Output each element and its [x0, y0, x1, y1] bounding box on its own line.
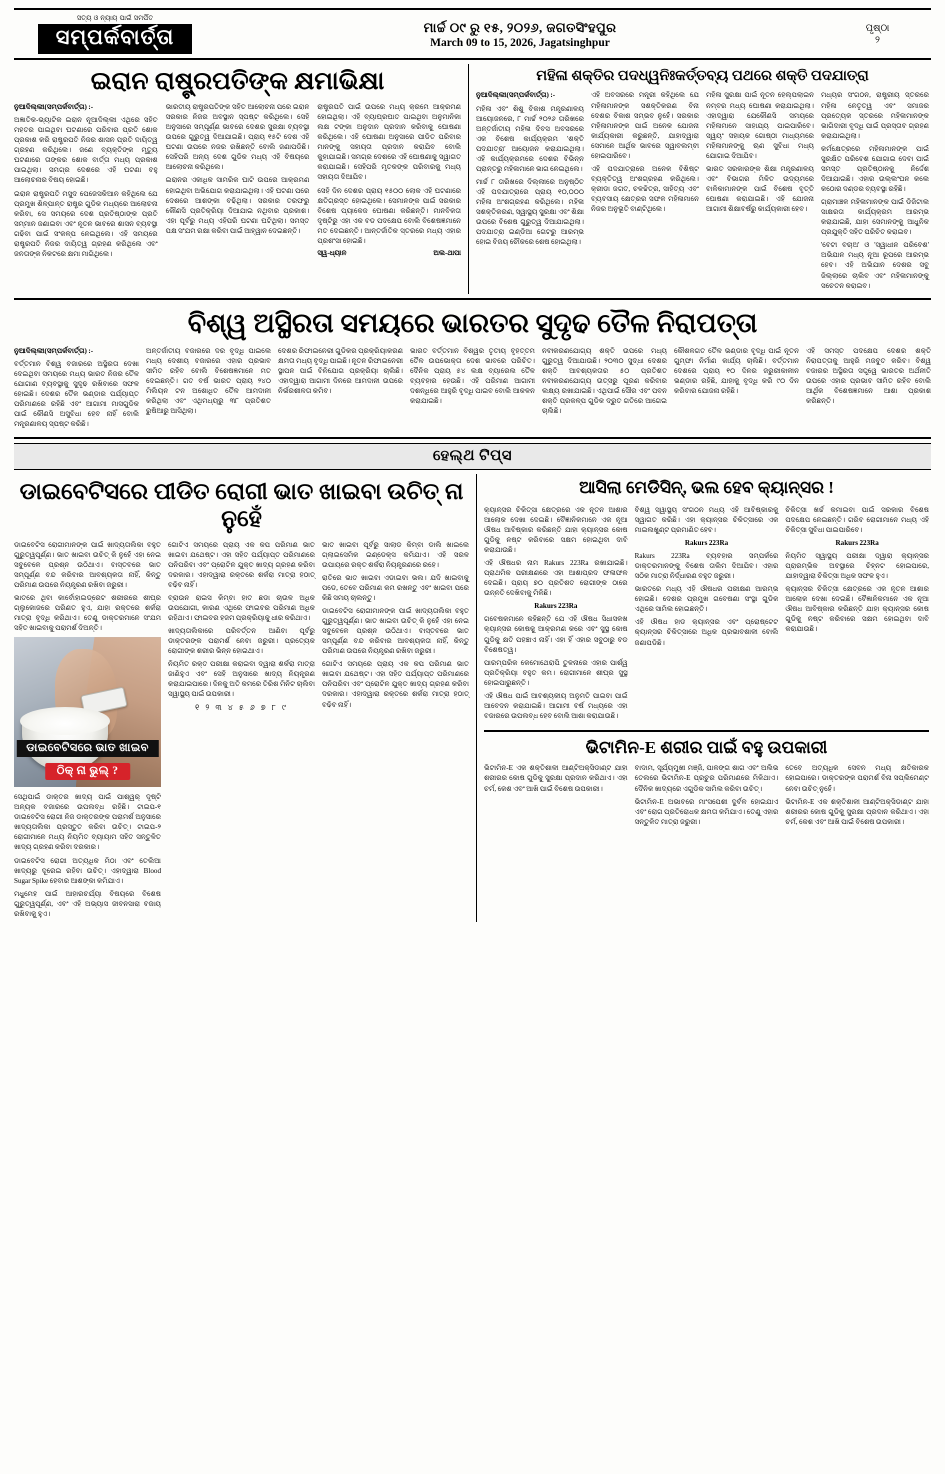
- masthead-date-english: March 09 to 15, 2026, Jagatsinghpur: [430, 37, 610, 50]
- article-diabetes-para-7: ସେଥିପାଇଁ ଡାକ୍ତର ଖାଦ୍ୟ ପାଇଁ ପାଶ୍ୱର୍ ଦୃଷ୍ଟି ଅନ୍ୟକ ବଜାରରେ ଉପଲବ୍ଧ ରହିଛି। ଟାଇପ-୧ ଡାଇବେଟିସ ରୋଗୀ ନିଜ ଡାକ୍ତରଙ୍କ ପରାମର୍ଶ ଅନୁସାରେ ଖାଦ୍ୟତାଲିକା ପ୍ରସ୍ତୁତ କରିବା ଉଚିତ୍। ଟାଇପ-୨ ରୋଗୀମାନେ ମଧ୍ୟ ନିୟମିତ ବ୍ୟାୟାମ ସହିତ ସନ୍ତୁଳିତ ଖାଦ୍ୟ ଗ୍ରହଣ କରିବା ଦରକାର।: [14, 793, 161, 852]
- article-vitamin-para-3: ଭିଟାମିନ-E ଅଭାବରେ ମାଂସପେଶୀ ଦୁର୍ବଳ ହୋଇଯାଏ ଏବଂ ରୋଗ ପ୍ରତିରୋଧକ କ୍ଷମତା କମିଯାଏ। ତେଣୁ ଏହାର ସନ୍ତୁଳିତ ମାତ୍ରା ଜରୁରୀ।: [634, 797, 779, 826]
- photo-caption-highlight: ଠିକ୍ ନା ଭୁଲ୍ ?: [45, 763, 131, 780]
- article-vitamin-para-1: ଭିଟାମିନ-E ଏକ ଶକ୍ତିଶାଳୀ ଆଣ୍ଟିଅକ୍ସିଡାଣ୍ଟ ଯାହା ଶରୀରର କୋଷ ଗୁଡିକୁ ସୁରକ୍ଷା ପ୍ରଦାନ କରିଥାଏ। ଏହା ଚର୍ମ, କେଶ ଏବଂ ଆଖି ପାଇଁ ବିଶେଷ ଉପକାରୀ।: [484, 764, 628, 793]
- article-iran-col-1: [14, 102, 158, 262]
- article-mahila-para-9: ଗ୍ରାମାଞ୍ଚଳ ମହିଳାମାନଙ୍କ ପାଇଁ ଡିଜିଟାଲ ସାକ୍ଷରତା କାର୍ଯ୍ୟକ୍ରମ ଆରମ୍ଭ କରାଯାଇଛି, ଯାହା ସେମାନଙ୍କୁ ଆଧୁନିକ ପ୍ରଯୁକ୍ତି ସହିତ ପରିଚିତ କରାଇବ।: [821, 198, 929, 237]
- article-medicine-para-11: ନିୟମିତ ସ୍ୱାସ୍ଥ୍ୟ ପରୀକ୍ଷା ଦ୍ୱାରା କ୍ୟାନ୍ସର ପ୍ରାରମ୍ଭିକ ଅବସ୍ଥାରେ ଚିହ୍ନଟ ହୋଇପାରେ, ଯାହାଦ୍ୱାରା ଚିକିତ୍ସା ଅଧିକ ସଫଳ ହୁଏ।: [785, 552, 930, 581]
- article-mahila-para-7: ମଧ୍ୟର ସଂଗଠନ, ରାଷ୍ଟ୍ରୀୟ ସ୍ତରରେ ମହିଳା ନେତୃତ୍ୱ ଏବଂ ସମାଜର ପ୍ରତ୍ୟେକ ସ୍ତରରେ ମହିଳାମାନଙ୍କ ଭାଗିଦାରୀ ବୃଦ୍ଧି ପାଇଁ ପ୍ରସ୍ତାବ ଗ୍ରହଣ କରାଯାଇଥିଲା।: [821, 91, 929, 140]
- article-mahila-headline: ମହିଳା ଶକ୍ତିର ପଦଧ୍ୱନିଃକର୍ତ୍ତବ୍ୟ ପଥରେ ଶକ୍ତି ପଦଯାତ୍ରା: [536, 68, 869, 85]
- article-mahila-col-3: [706, 90, 814, 293]
- article-mahila-para-1: ମହିଳା ଏବଂ ଶିଶୁ ବିକାଶ ମନ୍ତ୍ରଣାଳୟ ଆୟୋଜନରେ, ୮ ମାର୍ଚ୍ଚ ୨୦୨୬ ତାରିଖରେ ଅନ୍ତର୍ଜାତୀୟ ମହିଳା ଦିବସ ଅବସରରେ ଏକ ବିଶେଷ କାର୍ଯ୍ୟକ୍ରମ 'ଶକ୍ତି ପଦଯାତ୍ରା' ଆୟୋଜନ କରାଯାଇଥିଲା। ଏହି କାର୍ଯ୍ୟକ୍ରମରେ ଦେଶର ବିଭିନ୍ନ ପ୍ରାନ୍ତରୁ ମହିଳାମାନେ ଭାଗ ନେଇଥିଲେ।: [476, 104, 584, 173]
- article-iran-para-5: ରାଷ୍ଟ୍ରପତି ପାଇଁ ଉପରେ ମଧ୍ୟ କ୍ରମେ ଆକ୍ରମଣ ହୋଇଥିଲା। ଏହି ବ୍ୟାଘ୍ରଘାତ ପାଇଥିବା ଅନୁମାନିକା ଲକ୍ଷ ଟଙ୍କା ଅନୁଦାନ ପ୍ରଦାନ କରିବାକୁ ଘୋଷଣା କରିଥିଲେ। ଏହି ଘୋଷଣା ଅନୁସାରେ ପୀଡିତ ପରିବାର ମାନଙ୍କୁ ସହାୟତା ପ୍ରଦାନ କରାଯିବ ବୋଲି କୁହାଯାଇଛି। ସମଗ୍ର ଦେଶରେ ଏହି ଘୋଷଣାକୁ ସ୍ୱାଗତ କରାଯାଇଛି। ସେହିପରି ମୃତକଙ୍କ ପରିବାରକୁ ମଧ୍ୟ ସହାୟତା ଦିଆଯିବ।: [317, 103, 462, 182]
- article-iran-para-2: ଇରାନ ରାଷ୍ଟ୍ରପତି ମସୁଦ ପେଜେସକିଆନ କହିଥିଲେ ଯେ ପ୍ରମୁଖ ଶିଳ୍ପାନ୍ତ ରାଷ୍ଟ୍ର ଗୁଡିକ ମଧ୍ୟରେ ଆଲୋଚନା କରିବା, ସେ ସମୟରେ ଦେଶ ପ୍ରତିଷ୍ଠାଙ୍କ ପ୍ରତି ସମ୍ମାନ ଜଣାଇବା ଏବଂ ନୂତନ ଭାବରେ ଶାସନ ବ୍ୟବସ୍ଥା ଗଢିବା ପାଇଁ ସଂକଳ୍ପ ନେଇଥିଲେ। ଏହି ସମୟରେ ରାଷ୍ଟ୍ରପତି ନିଜର ଦାୟିତ୍ୱ ଗ୍ରହଣ କରିଥିଲେ ଏବଂ ଜନତାଙ୍କ ନିକଟରେ କ୍ଷମା ମାଗିଥିଲେ।: [14, 189, 158, 258]
- article-oil-para-2: ଅନ୍ତର୍ଜାତୀୟ ବଜାରରେ ଦର ବୃଦ୍ଧି ପାଇଲେ ମଧ୍ୟ ଦେଶୀୟ ବଜାରରେ ଏହାର ପ୍ରଭାବ ସୀମିତ ରହିବ ବୋଲି ବିଶେଷଜ୍ଞମାନେ ମତ ଦେଇଛନ୍ତି। ଗତ ବର୍ଷ ଭାରତ ପ୍ରାୟ ୨୪୦ ମିଲିୟନ ଟନ ଅଶୋଧିତ ତୈଳ ଆମଦାନୀ କରିଥିଲା ଏବଂ ଏଥିମଧ୍ୟରୁ ୩୮ ପ୍ରତିଶତ ରୁଷିଆରୁ ଆସିଥିଲା।: [146, 346, 271, 416]
- article-diabetes-para-5: ଭାତ ଖାଇବା ପୂର୍ବରୁ ସାଲାଡ କିମ୍ବା ଡାଲି ଖାଇଲେ ଗ୍ଲାଇସେମିକ ଇଣ୍ଡେକ୍ସ କମିଯାଏ। ଏହି ସରଳ ଉପାୟରେ ରକ୍ତ ଶର୍କରା ନିୟନ୍ତ୍ରଣରେ ରହେ।: [322, 540, 469, 569]
- article-iran-columns: [14, 102, 461, 262]
- article-oil-para-1: ବର୍ତ୍ତମାନ ବିଶ୍ୱ ବଜାରରେ ଅସ୍ଥିରତା ଦେଖା ଦେଇଥିବା ସମୟରେ ମଧ୍ୟ ଭାରତ ନିଜର ତୈଳ ଯୋଗାଣ ବ୍ୟବସ୍ଥାକୁ ସୁଦୃଢ ରଖିବାରେ ସଫଳ ହୋଇଛି। ଦେଶର ତୈଳ ଭଣ୍ଡାର ପର୍ଯ୍ୟାପ୍ତ ପରିମାଣରେ ରହିଛି ଏବଂ ଆଗାମୀ ମାସଗୁଡିକ ପାଇଁ କୌଣସି ଅସୁବିଧା ହେବ ନାହିଁ ବୋଲି ମନ୍ତ୍ରଣାଳୟ ସ୍ପଷ୍ଟ କରିଛି।: [14, 359, 139, 429]
- article-oil-col-3: [278, 346, 403, 433]
- article-iran-sign-right: ଅଲ-ଥାପା: [433, 248, 462, 257]
- article-diabetes-para-8: ଡାଇବେଟିସ ରୋଗୀ ଅତ୍ୟଧିକ ମିଠା ଏବଂ ତେଲିଆ ଖାଦ୍ୟରୁ ଦୂରେଇ ରହିବା ଉଚିତ୍। ଏହାଦ୍ୱାରା Blood Sugar Spike ହେବାର ଆଶଙ୍କା କମିଯାଏ।: [14, 856, 161, 885]
- article-iran-para-1: ଅଜ୍ଞାତିକ-ଭ୍ୟାଟିକ ଇରାନ ନୂଆଦିଲ୍ଲୀ ଏଥିରେ ସହିତ ମହତର ପାଇଥିବା ଘଟଣାରେ ପରିବାର ପ୍ରତି ଶୋକ ପ୍ରକାଶ କରି ରାଷ୍ଟ୍ରପତି ନିଜର ଶାସନ ପ୍ରତି ଦାୟିତ୍ୱ ଗ୍ରହଣ କରିଥିଲେ। ଜଣେ ବ୍ୟକ୍ତିଙ୍କ ମୃତ୍ୟୁ ଘଟଣାରେ ତାଙ୍କର ଶୋକ ବାର୍ତ୍ତା ମଧ୍ୟ ପ୍ରକାଶ ପାଇଥିଲା। ସମଗ୍ର ଦେଶରେ ଏହି ଘଟଣା ବହୁ ଆଲୋଚନାର ବିଷୟ ହୋଇଛି।: [14, 116, 158, 185]
- article-mahila-para-10: 'ବେଟୀ ବଚାଅ' ଓ 'ସ୍ୱାଧୀନ ପରିବେଶ' ଅଭିଯାନ ମଧ୍ୟ ନୂଆ ରୂପରେ ଆରମ୍ଭ ହେବ। ଏହି ଅଭିଯାନ ଦେଶର ସବୁ ଜିଲ୍ଲାରେ ଚାଲିବ ଏବଂ ମହିଳାମାନଙ୍କୁ ସଚେତନ କରାଇବ।: [821, 241, 929, 290]
- article-iran-para-4: ଇରାନର ଏକାଧିକ ସାମରିକ ଘାଟି ଉପରେ ଆକ୍ରମଣ ହୋଇଥିବା ଅଭିଯୋଗ କରାଯାଇଥିଲା। ଏହି ଘଟଣା ପରେ ଦେଶରେ ଆଶଙ୍କା ବଢିଥିଲା। ସରକାର ତରଫରୁ କୌଣସି ପ୍ରତିକ୍ରିୟା ଦିଆଯାଇ ନଥିବାର ପ୍ରକାଶ। ଏହା ପୂର୍ବରୁ ମଧ୍ୟ ଏହିପରି ଘଟଣା ଘଟିଥିଲା। ସମସ୍ତ ପକ୍ଷ ସଂଯମ ରକ୍ଷା କରିବା ପାଇଁ ଆହ୍ୱାନ ଦେଇଛନ୍ତି।: [165, 176, 310, 235]
- article-oil-para-5: ନବୀକରଣଯୋଗ୍ୟ ଶକ୍ତି ଉପରେ ମଧ୍ୟ ଗୁରୁତ୍ୱ ଦିଆଯାଉଛି। ୨୦୩୦ ସୁଦ୍ଧା ଦେଶର ଶକ୍ତି ଆବଶ୍ୟକତାର ୫୦ ପ୍ରତିଶତ ନବୀକରଣଯୋଗ୍ୟ ଉତ୍ସରୁ ପୂରଣ କରିବାର ଲକ୍ଷ୍ୟ ରଖାଯାଇଛି। ଏଥିପାଇଁ ସୌର ଏବଂ ପବନ ଶକ୍ତି ପ୍ରକଳ୍ପ ଗୁଡିକ ଦ୍ରୁତ ଗତିରେ ଆଗେଇ ଚାଲିଛି।: [542, 346, 667, 416]
- article-diabetes-para-2: ଭାତରେ ଥିବା କାର୍ବୋହାଇଡ୍ରେଟ ଶରୀରରେ ଶୀଘ୍ର ଗ୍ଲୁକୋଜରେ ପରିଣତ ହୁଏ, ଯାହା ରକ୍ତରେ ଶର୍କରା ମାତ୍ରା ବୃଦ୍ଧି କରିଥାଏ। ତେଣୁ ଡାକ୍ତରମାନେ ସଂଯମ ସହିତ ଖାଇବାକୁ ପରାମର୍ଶ ଦିଅନ୍ତି।: [14, 593, 161, 633]
- article-medicine-brand-2: Rakurs 223Ra: [684, 538, 729, 547]
- photo-caption-odia: ଡାଇବେଟିସରେ ଭାତ ଖାଇବ: [16, 740, 158, 757]
- article-iran-para-6: ସେହି ଦିନ ଦେଶର ପ୍ରାୟ ୧୫୦୦ ଲୋକ ଏହି ଘଟଣାରେ କ୍ଷତିଗ୍ରସ୍ତ ହୋଇଥିଲେ। ସେମାନଙ୍କ ପାଇଁ ସରକାର ବିଶେଷ ପ୍ୟାକେଜ ଘୋଷଣା କରିଛନ୍ତି। ମାନବିକତା ଦୃଷ୍ଟିରୁ ଏହା ଏକ ବଡ ପଦକ୍ଷେପ ବୋଲି ବିଶେଷଜ୍ଞମାନେ ମତ ଦେଇଛନ୍ତି। ଆନ୍ତର୍ଜାତିକ ସ୍ତରରେ ମଧ୍ୟ ଏହାର ପ୍ରଶଂସା ହୋଇଛି।: [317, 186, 462, 245]
- masthead-date-odia: ମାର୍ଚ୍ଚ ୦୯ ରୁ ୧୫, ୨୦୨୬, ଜଗତସିଂହପୁର: [423, 20, 617, 36]
- article-diabetes-para-9: ମଧୁମେହ ପାଇଁ ଆହାରଚର୍ଯ୍ୟା ବିଷୟରେ ବିଶେଷ ଗୁରୁତ୍ୱପୂର୍ଣ୍ଣ, ଏବଂ ଏହି ଅଭ୍ୟାସ ଜୀବନସାରା ବଜାୟ ରଖିବାକୁ ହୁଏ।: [14, 889, 161, 918]
- article-iran-sign-left: ସ୍ୱ-ଧ୍ୟାନ: [317, 248, 347, 257]
- article-medicine-para-9: ଏହି ଔଷଧ ହାଡ କ୍ୟାନ୍ସର ଏବଂ ପ୍ରୋଷ୍ଟେଟ କ୍ୟାନ୍ସର ଚିକିତ୍ସାରେ ଅଧିକ ପ୍ରଭାବଶାଳୀ ବୋଲି ଜଣାପଡିଛି।: [634, 618, 779, 647]
- article-oil-columns: [14, 346, 931, 433]
- article-oil-col-7: [806, 346, 931, 433]
- article-medicine-para-5: ଏହି ଔଷଧ ପାଇଁ ଆବଶ୍ୟକୀୟ ଅନୁମତି ପାଇବା ପାଇଁ ଆବେଦନ କରାଯାଇଛି। ଆଗାମୀ ବର୍ଷ ମଧ୍ୟରେ ଏହା ବଜାରରେ ଉପଲବ୍ଧ ହେବ ବୋଲି ଆଶା କରାଯାଉଛି।: [484, 691, 628, 720]
- article-mahila-para-5: ମହିଳା ସୁରକ୍ଷା ପାଇଁ ନୂତନ ହେଲ୍ପଲାଇନ ନମ୍ବର ମଧ୍ୟ ଘୋଷଣା କରାଯାଇଥିଲା। ଏହାଦ୍ୱାରା ଯେକୌଣସି ସମୟରେ ମହିଳାମାନେ ସାହାଯ୍ୟ ପାଇପାରିବେ। ସ୍ୱୟଂ ସହାୟକ ଗୋଷ୍ଠୀ ମାଧ୍ୟମରେ ମହିଳାମାନଙ୍କୁ ଋଣ ସୁବିଧା ମଧ୍ୟ ଯୋଗାଇ ଦିଆଯିବ।: [706, 91, 814, 160]
- section-header-health-tips: ହେଲ୍ଥ ଟିପ୍ସ: [14, 443, 931, 470]
- article-medicine-para-3: ଗବେଷକମାନେ କହିଛନ୍ତି ଯେ ଏହି ଔଷଧ ସିଧାସଳଖ କ୍ୟାନ୍ସର କୋଷକୁ ଆକ୍ରମଣ କରେ ଏବଂ ସୁସ୍ଥ କୋଷ ଗୁଡିକୁ କ୍ଷତି ପହଞ୍ଚାଏ ନାହିଁ। ଏହା ହିଁ ଏହାର ସବୁଠାରୁ ବଡ ବିଶେଷତ୍ୱ।: [484, 615, 628, 654]
- article-diabetes-photo: [14, 637, 161, 787]
- article-iran-col-2: [166, 102, 310, 262]
- article-iran-headline: ଇରାନ ରାଷ୍ଟ୍ରପତିଙ୍କ କ୍ଷମାଭିକ୍ଷା: [90, 68, 385, 96]
- article-mahila-para-4: ଏହି ପଦଯାତ୍ରାରେ ଅନେକ ବିଶିଷ୍ଟ ବ୍ୟକ୍ତିତ୍ୱ ଅଂଶଗ୍ରହଣ କରିଥିଲେ। କ୍ରୀଡା ଜଗତ, ଚଳଚ୍ଚିତ୍ର, ସାହିତ୍ୟ ଏବଂ ବ୍ୟବସାୟ କ୍ଷେତ୍ରର ସଫଳ ମହିଳାମାନେ ନିଜର ଅନୁଭୂତି ବାଣ୍ଟିଥିଲେ।: [591, 164, 699, 214]
- article-medicine-para-1: କ୍ୟାନ୍ସର ଚିକିତ୍ସା କ୍ଷେତ୍ରରେ ଏକ ନୂତନ ଆଶାର ଆଲୋକ ଦେଖା ଦେଇଛି। ବୈଜ୍ଞାନିକମାନେ ଏକ ନୂଆ ଔଷଧ ଆବିଷ୍କାର କରିଛନ୍ତି ଯାହା କ୍ୟାନ୍ସର କୋଷ ଗୁଡିକୁ ନଷ୍ଟ କରିବାରେ ସକ୍ଷମ ହୋଇଥିବା ଦାବି କରାଯାଉଛି।: [484, 505, 628, 554]
- article-medicine-para-12: କ୍ୟାନ୍ସର ଚିକିତ୍ସା କ୍ଷେତ୍ରରେ ଏକ ନୂତନ ଆଶାର ଆଲୋକ ଦେଖା ଦେଇଛି। ବୈଜ୍ଞାନିକମାନେ ଏକ ନୂଆ ଔଷଧ ଆବିଷ୍କାର କରିଛନ୍ତି ଯାହା କ୍ୟାନ୍ସର କୋଷ ଗୁଡିକୁ ନଷ୍ଟ କରିବାରେ ସକ୍ଷମ ହୋଇଥିବା ଦାବି କରାଯାଉଛି।: [785, 585, 930, 634]
- article-diabetes-para-13: ଗୋଟିଏ ସମୟରେ ପ୍ରାୟ ଏକ କପ ପରିମାଣ ଭାତ ଖାଇବା ଯଥେଷ୍ଟ। ଏହା ସହିତ ପର୍ଯ୍ୟାପ୍ତ ପରିମାଣରେ ପନିପରିବା ଏବଂ ପ୍ରୋଟିନ ଯୁକ୍ତ ଖାଦ୍ୟ ଗ୍ରହଣ କରିବା ଦରକାର। ଏହାଦ୍ୱାରା ରକ୍ତରେ ଶର୍କରା ମାତ୍ରା ହଠାତ୍ ବଢିବ ନାହିଁ।: [322, 660, 469, 709]
- article-oil-para-7: ଏହି ସମସ୍ତ ପଦକ୍ଷେପ ଦେଶର ଶକ୍ତି ନିରାପତ୍ତାକୁ ଆହୁରି ମଜବୁତ କରିବ। ବିଶ୍ୱ ବଜାରର ଅସ୍ଥିରତା ସତ୍ତ୍ୱେ ଭାରତର ଅର୍ଥନୀତି ଉପରେ ଏହାର ପ୍ରଭାବ ସୀମିତ ରହିବ ବୋଲି ଆର୍ଥିକ ବିଶେଷଜ୍ଞମାନେ ଆଶା ପ୍ରକାଶ କରିଛନ୍ତି।: [806, 346, 931, 406]
- article-oil-col-6: [674, 346, 799, 433]
- article-medicine-brand-1: Rakurs 223Ra: [534, 602, 578, 611]
- article-mahila-para-8: କର୍ମକ୍ଷେତ୍ରରେ ମହିଳାମାନଙ୍କ ପାଇଁ ସୁରକ୍ଷିତ ପରିବେଶ ଯୋଗାଇ ଦେବା ପାଇଁ ସମସ୍ତ ପ୍ରତିଷ୍ଠାନକୁ ନିର୍ଦ୍ଦେଶ ଦିଆଯାଇଛି। ଏହାର ଉଲ୍ଲଂଘନ କଲେ କଠୋର ଦଣ୍ଡର ବ୍ୟବସ୍ଥା ରହିଛି।: [821, 144, 929, 193]
- article-medicine-para-2: ଏହି ଔଷଧର ନାମ Rakurs 223Ra ରଖାଯାଇଛି। ପ୍ରାଥମିକ ପରୀକ୍ଷଣରେ ଏହା ଆଶାପ୍ରଦ ଫଳାଫଳ ଦେଇଛି। ପ୍ରାୟ ୭୦ ପ୍ରତିଶତ ରୋଗୀଙ୍କ ଠାରେ ଉନ୍ନତି ଦେଖିବାକୁ ମିଳିଛି।: [484, 559, 628, 598]
- lower-section: [14, 474, 931, 922]
- article-medicine-col-2: [635, 505, 779, 724]
- masthead-logo: ସମ୍ପର୍କବାର୍ତ୍ତା: [38, 24, 192, 54]
- article-diabetes-col-1: [14, 540, 161, 922]
- article-iran-col-3: [317, 102, 461, 262]
- article-medicine-para-6: ବିଶ୍ୱ ସ୍ୱାସ୍ଥ୍ୟ ସଂଗଠନ ମଧ୍ୟ ଏହି ଆବିଷ୍କାରକୁ ସ୍ୱାଗତ କରିଛି। ଏହା କ୍ୟାନ୍ସର ଚିକିତ୍ସାରେ ଏକ ମାଇଲଖୁଣ୍ଟ ପ୍ରମାଣିତ ହେବ।: [634, 505, 779, 534]
- article-diabetes-para-4: ବ୍ରାଉନ ରାଇସ କିମ୍ବା ହାତ ଛଡା ଚାଉଳ ଅଧିକ ଉପଯୋଗୀ, କାରଣ ଏଥିରେ ଫାଇବର ପରିମାଣ ଅଧିକ ରହିଥାଏ। ଫାଇବର ହଜମ ପ୍ରକ୍ରିୟାକୁ ଧୀର କରିଥାଏ।: [168, 593, 315, 623]
- article-oil-para-6: କୌଶଳଗତ ତୈଳ ଭଣ୍ଡାର ବୃଦ୍ଧି ପାଇଁ ନୂତନ ଗୁମ୍ଫା ନିର୍ମାଣ କାର୍ଯ୍ୟ ଚାଲିଛି। ବର୍ତ୍ତମାନ ଦେଶରେ ପ୍ରାୟ ୧୦ ଦିନର ଜରୁରୀକାଳୀନ ଭଣ୍ଡାର ରହିଛି, ଯାହାକୁ ବୃଦ୍ଧି କରି ୯୦ ଦିନ କରିବାର ଯୋଜନା ରହିଛି।: [674, 346, 799, 396]
- masthead-logo-block: [20, 15, 210, 54]
- article-mahila-col-2: [591, 90, 699, 293]
- article-medicine-headline: ଆସିଲା ମେଡିସିନ୍, ଭଲ ହେବ କ୍ୟାନ୍ସର !: [579, 478, 834, 498]
- article-vitamin-para-2: ବାଦାମ, ସୂର୍ଯ୍ୟମୁଖୀ ମଞ୍ଜି, ପାଳଙ୍ଗ ଶାଗ ଏବଂ ଅଲିଭ ତେଲରେ ଭିଟାମିନ-E ପ୍ରଚୁର ପରିମାଣରେ ମିଳିଥାଏ। ଦୈନିକ ଖାଦ୍ୟରେ ଏଗୁଡିକ ସାମିଲ କରିବା ଉଚିତ୍।: [634, 764, 779, 793]
- article-oil-col-5: [542, 346, 667, 433]
- article-vitamin-col-3: [785, 763, 929, 829]
- page-label: ପୃଷ୍ଠା: [865, 22, 890, 34]
- article-diabetes-para-12: ଡାଇବେଟିସ ରୋଗୀମାନଙ୍କ ପାଇଁ ଖାଦ୍ୟତାଲିକା ବହୁତ ଗୁରୁତ୍ୱପୂର୍ଣ୍ଣ। ଭାତ ଖାଇବା ଉଚିତ୍ କି ନୁହେଁ ଏହା ନେଇ ସବୁବେଳେ ପ୍ରଶ୍ନ ଉଠିଥାଏ। ବାସ୍ତବରେ ଭାତ ସମ୍ପୂର୍ଣ୍ଣ ବନ୍ଦ କରିବାର ଆବଶ୍ୟକତା ନାହିଁ, କିନ୍ତୁ ପରିମାଣ ଉପରେ ନିୟନ୍ତ୍ରଣ ରଖିବା ଜରୁରୀ।: [322, 606, 469, 656]
- article-mahila-columns: [476, 90, 929, 293]
- article-medicine-col-3: [785, 505, 929, 724]
- article-medicine-columns: [484, 505, 929, 724]
- article-oil-headline: ବିଶ୍ୱ ଅସ୍ଥିରତା ସମୟରେ ଭାରତର ସୁଦୃଢ ତୈଳ ନିରାପତ୍ତା: [187, 307, 758, 338]
- article-mahila-para-2: ମାର୍ଚ୍ଚ ୮ ତାରିଖରେ ଦିଲ୍ଲୀରେ ଅନୁଷ୍ଠିତ ଏହି ପଦଯାତ୍ରାରେ ପ୍ରାୟ ୧୦,୦୦୦ ମହିଳା ଅଂଶଗ୍ରହଣ କରିଥିଲେ। ମହିଳା ସଶକ୍ତିକରଣ, ସ୍ୱାସ୍ଥ୍ୟ ସୁରକ୍ଷା ଏବଂ ଶିକ୍ଷା ଉପରେ ବିଶେଷ ଗୁରୁତ୍ୱ ଦିଆଯାଇଥିଲା। ପଦଯାତ୍ରା ଇଣ୍ଡିଆ ଗେଟରୁ ଆରମ୍ଭ ହୋଇ ବିଜୟ ଚୌକରେ ଶେଷ ହୋଇଥିଲା।: [476, 177, 584, 247]
- article-diabetes-para-11: ନିୟମିତ ରକ୍ତ ପରୀକ୍ଷା କରାଇବା ଦ୍ୱାରା ଶର୍କରା ମାତ୍ରା ଜାଣିହୁଏ ଏବଂ ସେହି ଅନୁସାରେ ଖାଦ୍ୟ ନିୟନ୍ତ୍ରଣ କରାଯାଇପାରେ। ଦିନକୁ ଅତି କମରେ ତିରିଶ ମିନିଟ ଚାଲିବା ସ୍ୱାସ୍ଥ୍ୟ ପାଇଁ ଉପକାରୀ।: [168, 660, 315, 699]
- article-oil-para-4: ଭାରତ ବର୍ତ୍ତମାନ ବିଶ୍ୱର ତୃତୀୟ ବୃହତ୍ତମ ତୈଳ ଉପଭୋକ୍ତା ଦେଶ ଭାବରେ ପରିଚିତ। ଦୈନିକ ପ୍ରାୟ ୫୪ ଲକ୍ଷ ବ୍ୟାରେଲ ତୈଳ ବ୍ୟବହାର ହେଉଛି। ଏହି ପରିମାଣ ଆଗାମୀ ଦଶନ୍ଧିରେ ଆହୁରି ବୃଦ୍ଧି ପାଇବ ବୋଲି ଆକଳନ କରାଯାଇଛି।: [410, 346, 535, 406]
- article-diabetes-headline: ଡାଇବେଟିସରେ ପୀଡିତ ରୋଗୀ ଭାତ ଖାଇବା ଉଚିତ୍ ନା ନୁହେଁ: [19, 479, 464, 532]
- article-mahila-col-1: [476, 90, 584, 293]
- article-diabetes-col-2: [168, 540, 315, 922]
- article-vitamin-headline: ଭିଟାମିନ-E ଶରୀର ପାଇଁ ବହୁ ଉପକାରୀ: [484, 730, 929, 758]
- article-vitamin-para-4: ତେବେ ଅତ୍ୟଧିକ ସେବନ ମଧ୍ୟ କ୍ଷତିକାରକ ହୋଇପାରେ। ଡାକ୍ତରଙ୍କ ପରାମର୍ଶ ବିନା ସପ୍ଲିମେଣ୍ଟ ନେବା ଉଚିତ୍ ନୁହେଁ।: [785, 764, 930, 793]
- article-oil-para-3: ଦେଶର ରିଫାଇନେରୀ ଗୁଡିକର ପ୍ରକ୍ରିୟାକରଣ କ୍ଷମତା ମଧ୍ୟ ବୃଦ୍ଧି ପାଇଛି। ନୂତନ ରିଫାଇନେରୀ ସ୍ଥାପନ ପାଇଁ ବିନିଯୋଗ ପ୍ରକ୍ରିୟା ଚାଲିଛି। ଏହାଦ୍ୱାରା ଆଗାମୀ ଦିନରେ ଆମଦାନୀ ଉପରେ ନିର୍ଭରଶୀଳତା କମିବ।: [278, 346, 403, 396]
- masthead-tagline: ସତ୍ୟ ଓ ନ୍ୟାୟ ପାଇଁ ସମର୍ପିତ: [76, 15, 154, 22]
- article-diabetes-para-3: ଗୋଟିଏ ସମୟରେ ପ୍ରାୟ ଏକ କପ ପରିମାଣ ଭାତ ଖାଇବା ଯଥେଷ୍ଟ। ଏହା ସହିତ ପର୍ଯ୍ୟାପ୍ତ ପରିମାଣରେ ପନିପରିବା ଏବଂ ପ୍ରୋଟିନ ଯୁକ୍ତ ଖାଦ୍ୟ ଗ୍ରହଣ କରିବା ଦରକାର। ଏହାଦ୍ୱାରା ରକ୍ତରେ ଶର୍କରା ମାତ୍ରା ହଠାତ୍ ବଢିବ ନାହିଁ।: [168, 540, 315, 589]
- article-diabetes-para-6: ରାତିରେ ଭାତ ଖାଇବା ଏଡାଇବା ଭଲ। ଯଦି ଖାଇବାକୁ ପଡେ, ତେବେ ପରିମାଣ କମ ରଖନ୍ତୁ ଏବଂ ଖାଇବା ପରେ କିଛି ସମୟ ଚାଲନ୍ତୁ।: [322, 573, 469, 602]
- article-mahila-para-3: ଏହି ଅବସରରେ ମନ୍ତ୍ରୀ କହିଥିଲେ ଯେ ମହିଳାମାନଙ୍କ ସଶକ୍ତିକରଣ ବିନା ଦେଶର ବିକାଶ ସମ୍ଭବ ନୁହେଁ। ସରକାର ମହିଳାମାନଙ୍କ ପାଇଁ ଅନେକ ଯୋଜନା କାର୍ଯ୍ୟକାରୀ କରୁଛନ୍ତି, ଯାହାଦ୍ୱାରା ସେମାନେ ଆର୍ଥିକ ଭାବରେ ସ୍ୱାବଲମ୍ବୀ ହୋଇପାରିବେ।: [591, 91, 699, 160]
- article-oil-dateline: ନୁଆଦିଲ୍ଲୀ(ସମ୍ପର୍କବାର୍ତ୍ତା) :-: [14, 346, 94, 355]
- article-oil-security: [14, 300, 931, 440]
- article-medicine-para-8: ଭାରତରେ ମଧ୍ୟ ଏହି ଔଷଧର ପରୀକ୍ଷଣ ଆରମ୍ଭ ହୋଇଛି। ଦେଶର ପ୍ରମୁଖ ଗବେଷଣା ସଂସ୍ଥା ଗୁଡିକ ଏଥିରେ ସାମିଲ ହୋଇଛନ୍ତି।: [634, 585, 779, 614]
- article-diabetes-para-1: ଡାଇବେଟିସ ରୋଗୀମାନଙ୍କ ପାଇଁ ଖାଦ୍ୟତାଲିକା ବହୁତ ଗୁରୁତ୍ୱପୂର୍ଣ୍ଣ। ଭାତ ଖାଇବା ଉଚିତ୍ କି ନୁହେଁ ଏହା ନେଇ ସବୁବେଳେ ପ୍ରଶ୍ନ ଉଠିଥାଏ। ବାସ୍ତବରେ ଭାତ ସମ୍ପୂର୍ଣ୍ଣ ବନ୍ଦ କରିବାର ଆବଶ୍ୟକତା ନାହିଁ, କିନ୍ତୁ ପରିମାଣ ଉପରେ ନିୟନ୍ତ୍ରଣ ରଖିବା ଜରୁରୀ।: [14, 540, 161, 589]
- article-iran-para-3: ଭାରତୀୟ ରାଷ୍ଟ୍ରପତିଙ୍କ ସହିତ ଆଲୋଚନା ପରେ ଇରାନ ସରକାର ନିଜର ଅବସ୍ଥାନ ସ୍ପଷ୍ଟ କରିଥିଲେ। ସେହି ଅନୁସାରେ ସମ୍ପୂର୍ଣ୍ଣ ଭାବରେ ଦେଶର ସୁରକ୍ଷା ବ୍ୟବସ୍ଥା ଉପରେ ଗୁରୁତ୍ୱ ଦିଆଯାଇଛି। ପ୍ରାୟ ୧୫ଟି ଦେଶ ଏହି ଘଟଣା ଉପରେ ନଜର ରଖିଛନ୍ତି ବୋଲି ଜଣାପଡିଛି। ସେହିପରି ଅନ୍ୟ ଦେଶ ଗୁଡିକ ମଧ୍ୟ ଏହି ବିଷୟରେ ଆଲୋଚନା କରିଥିଲେ।: [165, 103, 310, 172]
- article-diabetes-top-columns: [14, 540, 469, 922]
- article-vitamin-columns: [484, 763, 929, 829]
- article-medicine-col-1: [484, 505, 628, 724]
- article-oil-col-2: [146, 346, 271, 433]
- article-vitamin-para-5: ଭିଟାମିନ-E ଏକ ଶକ୍ତିଶାଳୀ ଆଣ୍ଟିଅକ୍ସିଡାଣ୍ଟ ଯାହା ଶରୀରର କୋଷ ଗୁଡିକୁ ସୁରକ୍ଷା ପ୍ରଦାନ କରିଥାଏ। ଏହା ଚର୍ମ, କେଶ ଏବଂ ଆଖି ପାଇଁ ବିଶେଷ ଉପକାରୀ।: [785, 797, 930, 826]
- page-number-value: ୨: [875, 34, 880, 46]
- article-diabetes-para-10: ଖାଦ୍ୟତାଲିକାରେ ପରିବର୍ତ୍ତନ ଆଣିବା ପୂର୍ବରୁ ଡାକ୍ତରଙ୍କ ପରାମର୍ଶ ନେବା ଜରୁରୀ। ପ୍ରତ୍ୟେକ ରୋଗୀଙ୍କ ଶରୀର ଭିନ୍ନ ହୋଇଥାଏ।: [168, 627, 315, 656]
- article-diabetes: [14, 474, 477, 922]
- article-medicine-brand-3: Rakurs 223Ra: [835, 538, 879, 547]
- masthead: [14, 8, 931, 60]
- masthead-date-block: [210, 20, 830, 49]
- article-iran: [14, 64, 469, 294]
- article-mahila: [469, 64, 929, 294]
- article-mahila-col-4: [821, 90, 929, 293]
- article-mahila-dateline: ନୁଆଦିଲ୍ଲୀ(ସମ୍ପର୍କବାର୍ତ୍ତା) :-: [476, 91, 556, 100]
- article-vitamin-col-2: [635, 763, 779, 829]
- article-oil-col-4: [410, 346, 535, 433]
- article-iran-dateline: ନୁଆଦିଲ୍ଲୀ(ସମ୍ପର୍କବାର୍ତ୍ତା) :-: [14, 103, 94, 112]
- article-medicine-para-10: ଚିକିତ୍ସା ଖର୍ଚ୍ଚ କମାଇବା ପାଇଁ ସରକାର ବିଶେଷ ପଦକ୍ଷେପ ନେଇଛନ୍ତି। ଗରିବ ରୋଗୀମାନେ ମଧ୍ୟ ଏହି ଚିକିତ୍ସା ସୁବିଧା ପାଇପାରିବେ।: [785, 505, 930, 534]
- article-medicine: [477, 474, 929, 922]
- article-diabetes-col-3: [322, 540, 469, 922]
- article-medicine-para-7: Rakurs 223Ra ବ୍ୟବହାର ସମ୍ପର୍କରେ ଡାକ୍ତରମାନଙ୍କୁ ବିଶେଷ ତାଲିମ ଦିଆଯିବ। ଏହାର ସଠିକ ମାତ୍ରା ନିର୍ଦ୍ଧାରଣ ବହୁତ ଜରୁରୀ।: [634, 552, 779, 581]
- article-diabetes-dingbat: ୧ ୨ ୩ ୪ ୫ ୬ ୭ ୮ ୯: [195, 702, 288, 712]
- top-section: [14, 64, 931, 300]
- article-medicine-para-4: ପାରମ୍ପରିକ କେମୋଥେରାପି ତୁଳନାରେ ଏହାର ପାର୍ଶ୍ୱ ପ୍ରତିକ୍ରିୟା ବହୁତ କମ। ରୋଗୀମାନେ ଶୀଘ୍ର ସୁସ୍ଥ ହୋଇପାରୁଛନ୍ତି।: [484, 658, 628, 687]
- article-vitamin-col-1: [484, 763, 628, 829]
- article-mahila-para-6: ଭାରତ ସରକାରଙ୍କ ଶିକ୍ଷା ମନ୍ତ୍ରଣାଳୟ ଏବଂ ବିଭାଗର ମିଳିତ ଉଦ୍ୟମରେ ବାଳିକାମାନଙ୍କ ପାଇଁ ବିଶେଷ ବୃତ୍ତି ଘୋଷଣା କରାଯାଇଛି। ଏହି ଯୋଜନା ଆଗାମୀ ଶିକ୍ଷାବର୍ଷରୁ କାର୍ଯ୍ୟକାରୀ ହେବ।: [706, 164, 814, 214]
- article-oil-col-1: [14, 346, 139, 433]
- masthead-page-number: [830, 23, 925, 47]
